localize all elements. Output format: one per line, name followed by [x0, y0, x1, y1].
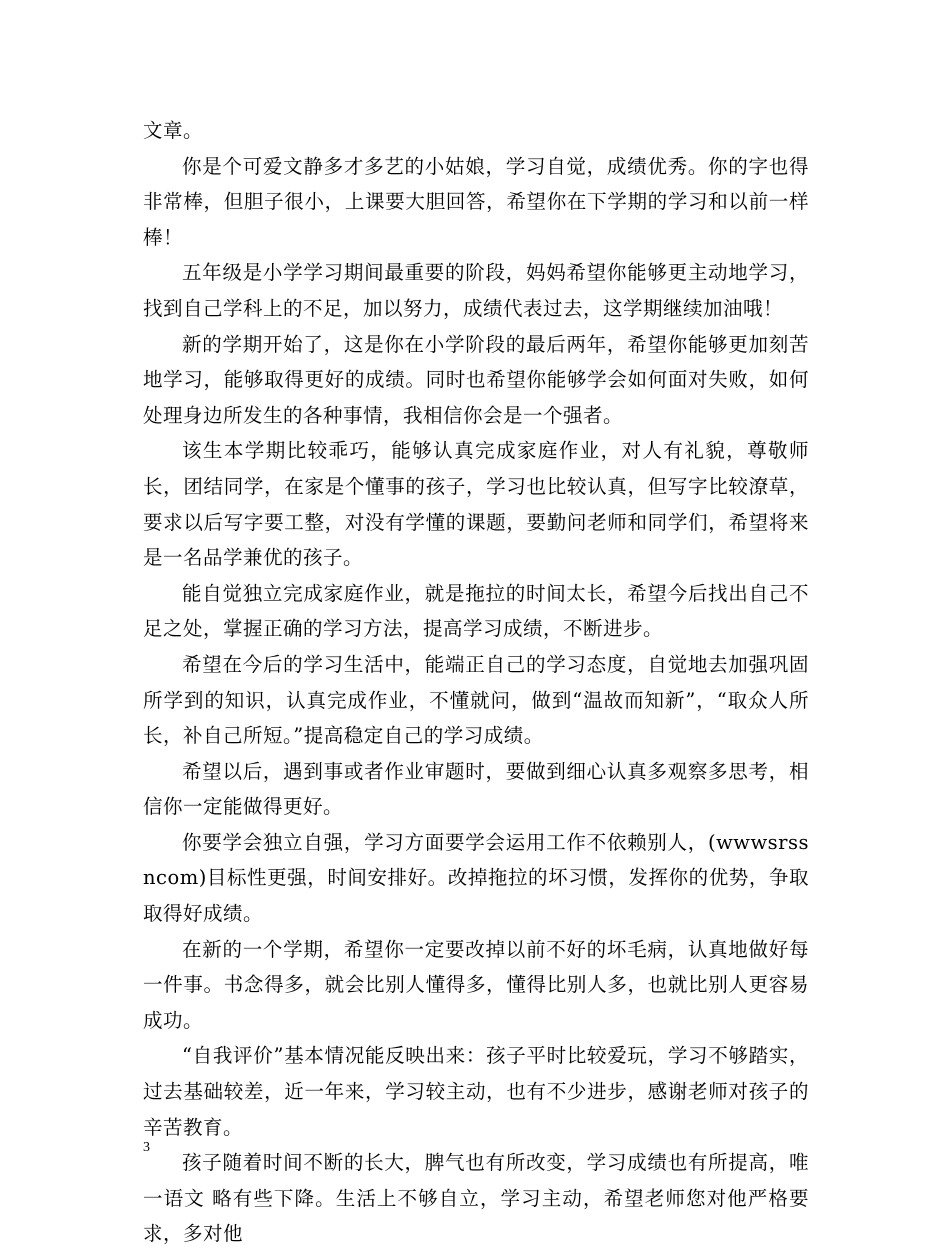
page-number: 3: [143, 1140, 150, 1155]
paragraph-1: 文章。: [143, 119, 204, 142]
paragraph-10: 在新的一个学期，希望你一定要改掉以前不好的坏毛病，认真地做好每一件事。书念得多，就会比别人懂得多，懂得比别人多，也就比别人更容易成功。: [143, 937, 809, 1032]
paragraph-11: “自我评价”基本情况能反映出来：孩子平时比较爱玩，学习不够踏实，过去基础较差，近一年来，学习较主动，也有不少进步，感谢老师对孩子的辛苦教育。: [143, 1044, 809, 1139]
paragraph-6: 能自觉独立完成家庭作业，就是拖拉的时间太长，希望今后找出自己不足之处，掌握正确的学习方法，提高学习成绩，不断进步。: [143, 581, 809, 641]
paragraph-3: 五年级是小学学习期间最重要的阶段，妈妈希望你能够更主动地学习，找到自己学科上的不足，加以努力，成绩代表过去，这学期继续加油哦！: [143, 261, 809, 320]
paragraph-7: 希望在今后的学习生活中，能端正自己的学习态度，自觉地去加强巩固所学到的知识，认真完成作业，不懂就问，做到“温故而知新”，“取众人所长，补自己所短。”提高稳定自己的学习成绩。: [143, 652, 809, 748]
paragraph-12: 孩子随着时间不断的长大，脾气也有所改变，学习成绩也有所提高，唯一语文 略有些下降。生活上不够自立，学习主动，希望老师您对他严格要求，多对他: [143, 1151, 809, 1246]
paragraph-9: 你要学会独立自强，学习方面要学会运用工作不依赖别人，(wwwsrssncom)目标性更强，时间安排好。改掉拖拉的坏习惯，发挥你的优势，争取取得好成绩。: [143, 830, 809, 926]
document-body: [143, 113, 809, 1252]
paragraph-8: 希望以后，遇到事或者作业审题时，要做到细心认真多观察多思考，相信你一定能做得更好。: [143, 759, 809, 819]
paragraph-4: 新的学期开始了，这是你在小学阶段的最后两年，希望你能够更加刻苦地学习，能够取得更好的成绩。同时也希望你能够学会如何面对失败，如何处理身边所发生的各种事情，我相信你会是一个强者。: [143, 332, 809, 427]
paragraph-2: 你是个可爱文静多才多艺的小姑娘，学习自觉，成绩优秀。你的字也得非常棒，但胆子很小，上课要大胆回答，希望你在下学期的学习和以前一样棒！: [143, 154, 809, 249]
paragraph-5: 该生本学期比较乖巧，能够认真完成家庭作业，对人有礼貌，尊敬师长，团结同学，在家是个懂事的孩子，学习也比较认真，但写字比较潦草，要求以后写字要工整，对没有学懂的课题，要勤问老师和同学们，希望将来是一名品学兼优的孩子。: [143, 439, 809, 570]
